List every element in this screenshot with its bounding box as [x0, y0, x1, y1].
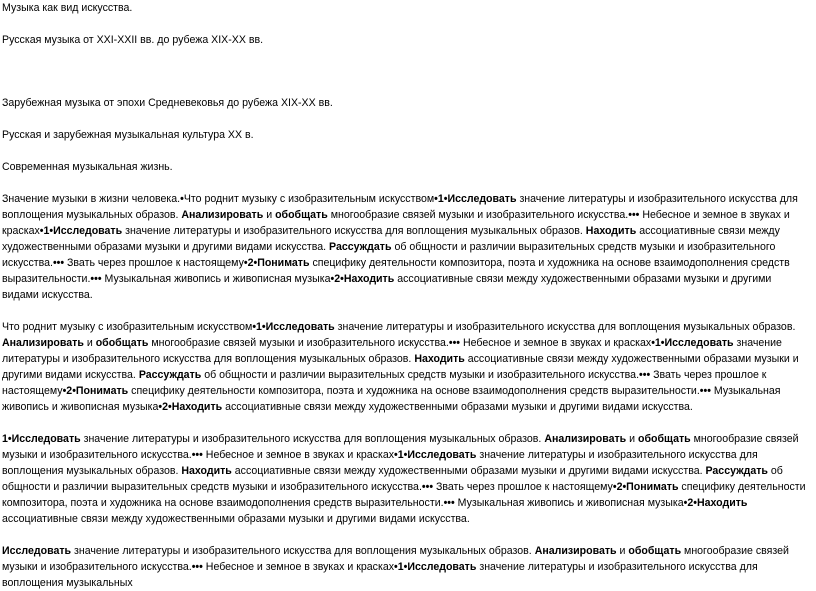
- bold-verb: Находить: [343, 273, 395, 285]
- bold-verb: Находить: [414, 353, 465, 365]
- heading-line: Зарубежная музыка от эпохи Средневековья до рубежа XIX-XX вв.: [2, 97, 333, 109]
- heading-line: Русская и зарубежная музыкальная культура XX в.: [2, 129, 254, 141]
- bullet-marker: •••: [639, 369, 651, 381]
- bold-verb: Анализировать: [534, 545, 617, 557]
- text-run: Значение музыки в жизни человека.: [2, 193, 181, 205]
- bold-verb: Исследовать: [664, 337, 734, 349]
- text-run: многообразие связей музыки и изобразительного искусства.: [2, 545, 789, 573]
- heading-line: Музыка как вид искусства.: [2, 2, 133, 14]
- text-run: значение литературы и изобразительного искусства для воплощения музыкальных образов.: [334, 321, 796, 333]
- text-run: специфику деятельности композитора, поэта и художника на основе взаимодополнения средств выразительности.: [2, 481, 806, 509]
- bold-verb: Находить: [696, 497, 748, 509]
- text-run: Небесное и земное в звуках и красках: [202, 561, 395, 573]
- bold-verb: Исследовать: [407, 561, 477, 573]
- bold-verb: Понимать: [75, 385, 129, 397]
- heading-line: Русская музыка от XXI-XXII вв. до рубежа XIX-XX вв.: [2, 34, 264, 46]
- bullet-marker: •••: [90, 273, 102, 285]
- text-run: значение литературы и изобразительного искусства для воплощения музыкальных образов.: [2, 193, 798, 221]
- text-run: специфику деятельности композитора, поэта и художника на основе взаимодополнения средств выразительности.: [128, 385, 700, 397]
- bold-verb: Рассуждать: [329, 241, 392, 253]
- bullet-marker: •••: [443, 497, 455, 509]
- text-run: Что роднит музыку с изобразительным искусством: [2, 321, 253, 333]
- bold-verb: Исследовать: [265, 321, 335, 333]
- text-run: об общности и различии выразительных средств музыки и изобразительного искусства.: [2, 465, 783, 493]
- bold-verb: Рассуждать: [705, 465, 768, 477]
- bold-verb: Исследовать: [407, 449, 477, 461]
- bullet-marker: •1•: [394, 449, 408, 461]
- bullet-marker: •2•: [683, 497, 697, 509]
- paragraph-4: [2, 543, 810, 591]
- bold-verb: Исследовать: [447, 193, 517, 205]
- bold-verb: обобщать: [275, 209, 328, 221]
- text-run: Музыкальная живопись и живописная музыка: [454, 497, 684, 509]
- text-run: Звать через прошлое к настоящему: [2, 369, 767, 397]
- text-run: Звать через прошлое к настоящему: [433, 481, 613, 493]
- text-run: об общности и различии выразительных средств музыки и изобразительного искусства.: [2, 241, 776, 269]
- bullet-marker: •2•: [62, 385, 76, 397]
- bold-verb: Анализировать: [181, 209, 264, 221]
- text-run: ассоциативные связи между художественными образами музыки и другими видами искусства.: [2, 513, 470, 525]
- bullet-marker: •••: [52, 257, 65, 269]
- bullet-marker: •••: [191, 561, 203, 573]
- text-run: значение литературы и изобразительного искусства для воплощения музыкальных образов.: [122, 225, 586, 237]
- bullet-marker: •1•: [434, 193, 448, 205]
- text-run: и: [263, 209, 276, 221]
- bold-verb: Исследовать: [53, 225, 123, 237]
- paragraph-1: [2, 191, 810, 303]
- text-run: Небесное и земное в звуках и красках: [202, 449, 395, 461]
- text-run: значение литературы и изобразительного искусства для воплощения музыкальных образов.: [2, 337, 782, 365]
- text-run: ассоциативные связи между художественными образами музыки и другими видами искусства.: [2, 273, 772, 301]
- bold-verb: обобщать: [628, 545, 682, 557]
- text-run: и: [626, 433, 638, 445]
- text-run: и: [616, 545, 629, 557]
- bullet-marker: •1•: [651, 337, 665, 349]
- bold-verb: Анализировать: [544, 433, 627, 445]
- bold-verb: Находить: [171, 401, 223, 413]
- text-run: и: [83, 337, 96, 349]
- text-run: ассоциативные связи между художественными образами музыки и другими видами искусства.: [231, 465, 706, 477]
- bullet-marker: •2•: [243, 257, 258, 269]
- bullet-marker: •2•: [612, 481, 627, 493]
- document: [2, 0, 810, 591]
- bullet-marker: •••: [448, 337, 460, 349]
- text-run: об общности и различии выразительных средств музыки и изобразительного искусства.: [201, 369, 640, 381]
- text-run: специфику деятельности композитора, поэта и художника на основе взаимодополнения средств выразительности.: [2, 257, 790, 285]
- bullet-marker: •: [180, 193, 184, 205]
- text-run: Небесное и земное в звуках и красках: [460, 337, 652, 349]
- bullet-marker: •2•: [158, 401, 172, 413]
- paragraph-2: [2, 319, 810, 415]
- bullet-marker: •••: [699, 385, 711, 397]
- text-run: многообразие связей музыки и изобразительного искусства.: [148, 337, 449, 349]
- text-run: ассоциативные связи между художественными образами музыки и другими видами искусства.: [2, 353, 799, 381]
- bullet-marker: •••: [628, 209, 640, 221]
- bold-verb: Исследовать: [2, 545, 72, 557]
- paragraph-3: [2, 431, 810, 527]
- text-run: многообразие связей музыки и изобразительного искусства.: [327, 209, 629, 221]
- heading-line: Современная музыкальная жизнь.: [2, 161, 173, 173]
- text-run: значение литературы и изобразительного искусства для воплощения музыкальных образов.: [71, 545, 535, 557]
- bold-verb: Исследовать: [11, 433, 81, 445]
- bold-verb: Анализировать: [2, 337, 84, 349]
- bold-verb: обобщать: [95, 337, 149, 349]
- bold-verb: Понимать: [626, 481, 679, 493]
- bullet-marker: •1•: [394, 561, 408, 573]
- bold-verb: Находить: [585, 225, 637, 237]
- bullet-marker: •2•: [330, 273, 344, 285]
- bold-verb: Понимать: [257, 257, 310, 269]
- text-run: значение литературы и изобразительного искусства для воплощения музыкальных образов.: [2, 449, 758, 477]
- bullet-marker: •••: [421, 481, 434, 493]
- text-run: ассоциативные связи между художественными образами музыки и другими видами искусства.: [222, 401, 693, 413]
- bullet-marker: •1•: [252, 321, 266, 333]
- text-run: значение литературы и изобразительного искусства для воплощения музыкальных: [2, 561, 758, 589]
- text-run: Небесное и земное в звуках и красках: [2, 209, 790, 237]
- bullet-marker: •••: [191, 449, 203, 461]
- text-run: Музыкальная живопись и живописная музыка: [101, 273, 331, 285]
- text-run: значение литературы и изобразительного искусства для воплощения музыкальных образов.: [80, 433, 545, 445]
- bold-verb: Рассуждать: [138, 369, 202, 381]
- text-run: Звать через прошлое к настоящему: [64, 257, 244, 269]
- bold-verb: обобщать: [638, 433, 691, 445]
- text-run: Что роднит музыку с изобразительным искусством: [183, 193, 435, 205]
- bullet-marker: 1•: [2, 433, 12, 445]
- bullet-marker: •1•: [39, 225, 54, 237]
- text-run: многообразие связей музыки и изобразительного искусства.: [2, 433, 799, 461]
- bold-verb: Находить: [181, 465, 232, 477]
- text-run: ассоциативные связи между художественными образами музыки и другими видами искусства.: [2, 225, 780, 253]
- text-run: Музыкальная живопись и живописная музыка: [2, 385, 781, 413]
